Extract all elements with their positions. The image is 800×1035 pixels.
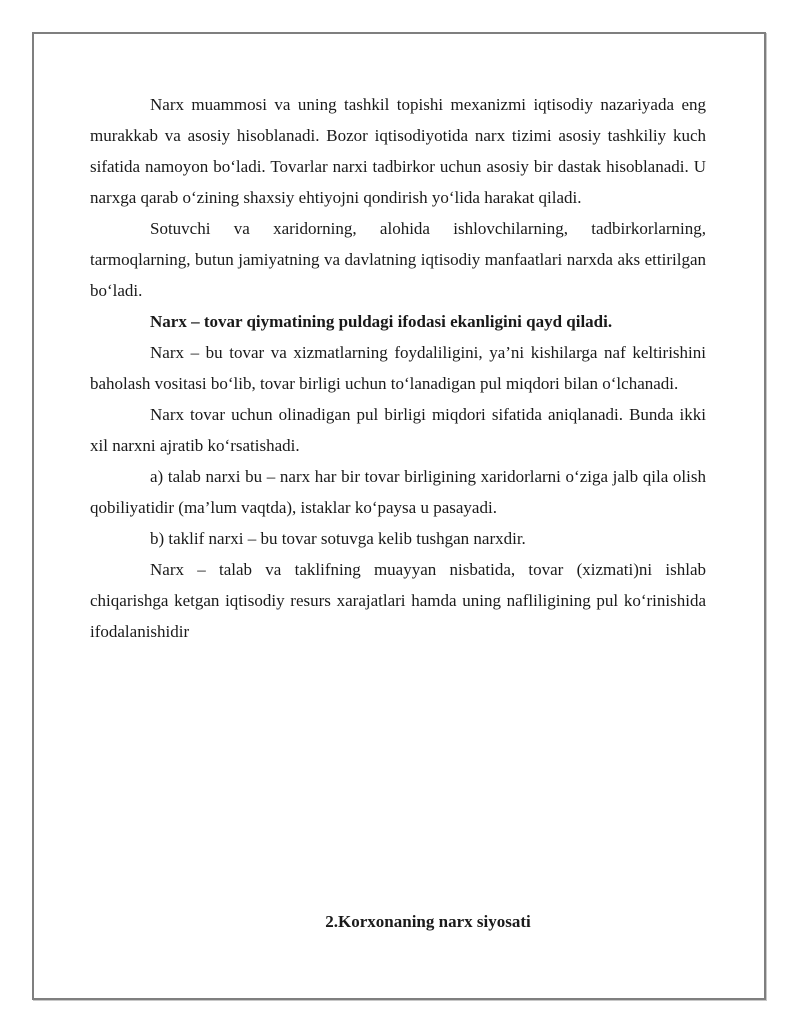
paragraph-intro: Narx muammosi va uning tashkil topishi mexanizmi iqtisodiy nazariyada eng murakkab va asosiy hisoblanadi. Bozor iqtisodiyotida narx tizimi asosiy tashkiliy kuch sifatida namoyon bo‘ladi. Tovarlar narxi tadbirkor uchun asosiy bir dastak hisoblanadi. U narxga qarab o‘zining shaxsiy ehtiyojni qondirish yo‘lida harakat qiladi. bbox=[90, 95, 706, 207]
paragraph-interests: Sotuvchi va xaridorning, alohida ishlovchilarning, tadbirkorlarning, tarmoqlarning, butun jamiyatning va davlatning iqtisodiy manfaatlari narxda aks ettirilgan bo‘ladi. bbox=[90, 219, 706, 300]
paragraph-supply-price: b) taklif narxi – bu tovar sotuvga kelib tushgan narxdir. bbox=[150, 529, 526, 548]
paragraph-demand-price: a) talab narxi bu – narx har bir tovar birligining xaridorlarni o‘ziga jalb qila olish qobiliyatidir (ma’lum vaqtda), istaklar ko‘paysa u pasayadi. bbox=[90, 467, 706, 517]
paragraph-two-types: Narx tovar uchun olinadigan pul birligi miqdori sifatida aniqlanadi. Bunda ikki xil narxni ajratib ko‘rsatishadi. bbox=[90, 405, 706, 455]
paragraph-definition-bold: Narx – tovar qiymatining puldagi ifodasi ekanligini qayd qiladi. bbox=[150, 312, 613, 331]
paragraph-utility: Narx – bu tovar va xizmatlarning foydaliligini, ya’ni kishilarga naf keltirishini baholash vositasi bo‘lib, tovar birligi uchun to‘lanadigan pul miqdori bilan o‘lchanadi. bbox=[90, 343, 706, 393]
paragraph-conclusion: Narx – talab va taklifning muayyan nisbatida, tovar (xizmati)ni ishlab chiqarishga ketgan iqtisodiy resurs xarajatlari hamda uning nafliligining pul ko‘rinishida ifodalanishidir bbox=[90, 560, 706, 641]
document-body bbox=[90, 89, 706, 647]
section-heading: 2.Korxonaning narx siyosati bbox=[325, 912, 531, 931]
